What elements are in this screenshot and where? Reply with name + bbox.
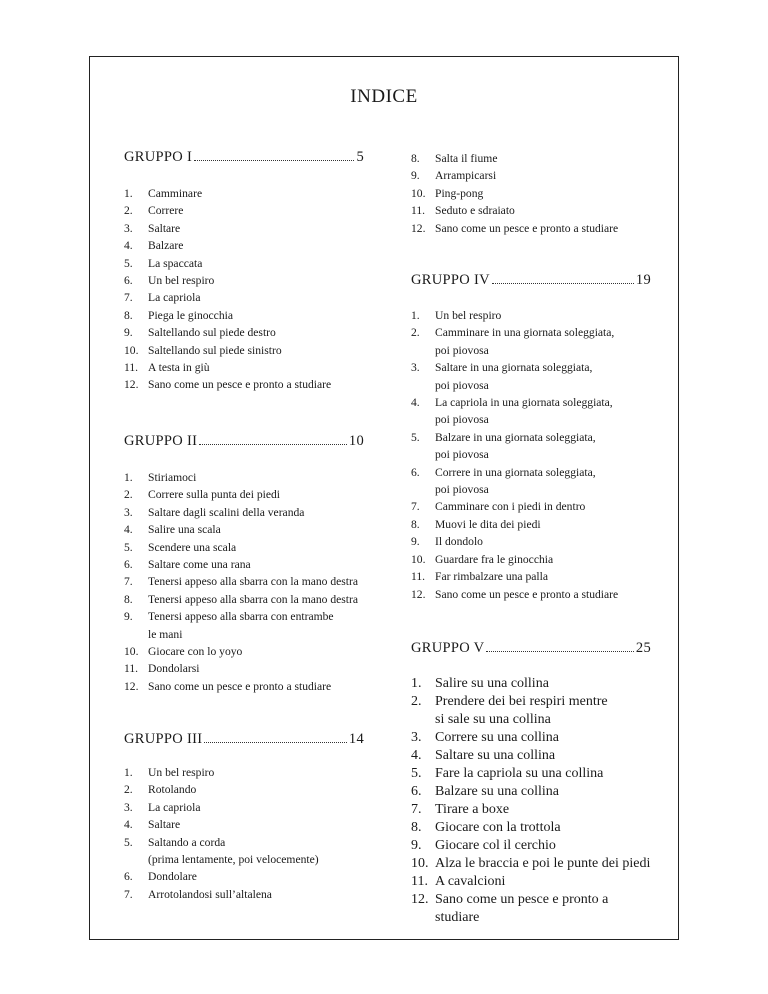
entry-title: poi piovosa xyxy=(435,343,489,357)
entry-number: 7. xyxy=(124,575,133,589)
entry-number: 2. xyxy=(411,326,420,340)
toc-entry xyxy=(124,573,364,590)
entry-title: Camminare in una giornata soleggiata, xyxy=(435,326,615,340)
toc-entry xyxy=(124,678,364,695)
toc-entry xyxy=(124,324,364,341)
group-5-page: 25 xyxy=(635,640,651,656)
toc-entry xyxy=(124,486,364,503)
group-2-heading xyxy=(124,432,364,450)
entry-title: La capriola in una giornata soleggiata, xyxy=(435,396,613,410)
entry-number: 2. xyxy=(124,783,133,797)
entry-number: 4. xyxy=(124,523,133,537)
entry-title: Camminare con i piedi in dentro xyxy=(435,500,586,514)
toc-entry xyxy=(411,693,651,711)
toc-entry xyxy=(411,586,651,603)
entry-title: si sale su una collina xyxy=(435,712,551,727)
entry-title: Saltare in una giornata soleggiata, xyxy=(435,361,593,375)
entry-number: 4. xyxy=(124,818,133,832)
entry-title: Saltare come una rana xyxy=(148,558,251,572)
entry-title: A cavalcioni xyxy=(435,874,506,889)
toc-entry xyxy=(124,660,364,677)
toc-entry xyxy=(411,464,651,481)
group-5-heading xyxy=(411,639,651,657)
leader-dots xyxy=(194,160,354,161)
group-1-list xyxy=(124,185,364,394)
group-4-title: GRUPPO IV xyxy=(411,272,490,288)
leader-dots xyxy=(204,742,347,743)
toc-entry xyxy=(411,729,651,747)
toc-entry xyxy=(124,556,364,573)
entry-number: 9. xyxy=(411,838,422,853)
entry-number: 6. xyxy=(124,274,133,288)
entry-number: 11. xyxy=(124,662,139,676)
entry-title: poi piovosa xyxy=(435,483,489,497)
entry-title: Saltellando sul piede destro xyxy=(148,326,276,340)
entry-title: Tenersi appeso alla sbarra con la mano destra xyxy=(148,575,359,589)
entry-title: Giocare col il cerchio xyxy=(435,838,556,853)
entry-title: Correre su una collina xyxy=(435,730,560,745)
entry-number xyxy=(411,342,435,359)
toc-entry xyxy=(411,411,651,428)
group-3-title: GRUPPO III xyxy=(124,731,203,747)
entry-title: Alza le braccia e poi le punte dei piedi xyxy=(435,856,651,871)
entry-title: Rotolando xyxy=(148,783,197,797)
entry-number: 11. xyxy=(411,570,426,584)
group-2-page: 10 xyxy=(348,433,364,449)
entry-title: Balzare su una collina xyxy=(435,784,560,799)
entry-title: Dondolarsi xyxy=(148,662,200,676)
toc-entry xyxy=(124,851,364,868)
entry-number: 4. xyxy=(124,239,133,253)
entry-title: Far rimbalzare una palla xyxy=(435,570,548,584)
group-5-list xyxy=(411,675,651,927)
entry-number xyxy=(411,481,435,498)
leader-dots xyxy=(492,283,634,284)
group-2-section xyxy=(124,432,364,450)
entry-title: Un bel respiro xyxy=(148,766,215,779)
toc-entry xyxy=(411,359,651,376)
group-3-page: 14 xyxy=(348,731,364,747)
entry-number: 12. xyxy=(411,221,426,235)
entry-title: poi piovosa xyxy=(435,413,489,427)
toc-entry xyxy=(124,307,364,324)
group-1-page: 5 xyxy=(356,149,364,165)
entry-title: Saltare su una collina xyxy=(435,748,556,763)
toc-entry xyxy=(124,626,364,643)
toc-entry xyxy=(411,568,651,585)
entry-title: Correre in una giornata soleggiata, xyxy=(435,465,596,479)
entry-title: Salta il fiume xyxy=(435,152,498,165)
toc-entry xyxy=(124,643,364,660)
entry-number: 9. xyxy=(411,535,420,549)
group-4-section xyxy=(411,271,651,289)
entry-number: 3. xyxy=(124,221,133,235)
toc-entry xyxy=(411,855,651,873)
toc-entry xyxy=(411,891,651,927)
toc-entry xyxy=(411,324,651,341)
entry-number xyxy=(411,411,435,428)
entry-title: Sano come un pesce e pronto a studiare xyxy=(435,587,619,601)
entry-number: 1. xyxy=(124,471,133,484)
entry-number: 1. xyxy=(411,309,420,322)
entry-number: 7. xyxy=(124,887,133,901)
toc-entry xyxy=(124,202,364,219)
entry-title: Seduto e sdraiato xyxy=(435,204,515,218)
entry-title: Il dondolo xyxy=(435,535,483,549)
toc-entry xyxy=(124,237,364,254)
toc-entry xyxy=(124,504,364,521)
entry-title: Dondolare xyxy=(148,870,197,884)
group-3-section xyxy=(124,730,364,748)
toc-entry xyxy=(124,272,364,289)
entry-number: 12. xyxy=(124,378,139,392)
toc-entry xyxy=(411,747,651,765)
entry-number: 7. xyxy=(411,500,420,514)
entry-number xyxy=(411,711,435,729)
toc-entry xyxy=(124,886,364,903)
entry-number: 6. xyxy=(124,558,133,572)
toc-entry xyxy=(124,834,364,851)
entry-number: 3. xyxy=(124,505,133,519)
entry-number: 11. xyxy=(124,361,139,375)
toc-entry xyxy=(124,185,364,202)
entry-number: 7. xyxy=(411,802,422,817)
entry-number: 9. xyxy=(411,169,420,183)
entry-number: 5. xyxy=(124,835,133,849)
toc-entry xyxy=(124,469,364,486)
toc-entry xyxy=(411,481,651,498)
entry-title: Fare la capriola su una collina xyxy=(435,766,604,781)
toc-entry xyxy=(411,377,651,394)
toc-entry xyxy=(124,799,364,816)
entry-number: 2. xyxy=(124,488,133,502)
entry-title: Saltellando sul piede sinistro xyxy=(148,343,282,357)
toc-entry xyxy=(411,150,651,167)
toc-entry xyxy=(411,533,651,550)
entry-number: 8. xyxy=(411,152,420,165)
entry-number: 10. xyxy=(411,552,426,566)
group-1-title: GRUPPO I xyxy=(124,149,193,165)
entry-title: Correre xyxy=(148,204,184,218)
entry-title: Arrotolandosi sull’altalena xyxy=(148,887,272,901)
entry-title: La capriola xyxy=(148,291,201,305)
toc-entry xyxy=(411,446,651,463)
entry-number: 1. xyxy=(124,766,133,779)
toc-entry xyxy=(411,185,651,202)
entry-title: Saltare xyxy=(148,221,181,235)
entry-number: 8. xyxy=(124,592,133,606)
group-4-heading xyxy=(411,271,651,289)
entry-number: 10. xyxy=(124,645,139,659)
group-2-title: GRUPPO II xyxy=(124,433,198,449)
toc-entry xyxy=(124,608,364,625)
entry-number: 3. xyxy=(124,800,133,814)
toc-entry xyxy=(411,675,651,693)
entry-title: Piega le ginocchia xyxy=(148,308,233,322)
toc-entry xyxy=(124,868,364,885)
entry-title: Prendere dei bei respiri mentre xyxy=(435,694,608,709)
entry-title: Camminare xyxy=(148,187,203,200)
entry-title: Giocare con lo yoyo xyxy=(148,645,243,659)
entry-number: 2. xyxy=(124,204,133,218)
entry-title: Balzare xyxy=(148,239,184,253)
entry-number xyxy=(411,446,435,463)
group-2-list xyxy=(124,469,364,695)
entry-title: Un bel respiro xyxy=(148,274,215,288)
group-3-heading xyxy=(124,730,364,748)
entry-number: 11. xyxy=(411,874,428,889)
toc-entry xyxy=(411,342,651,359)
entry-number: 12. xyxy=(411,892,429,907)
entry-title: Un bel respiro xyxy=(435,309,502,322)
entry-number: 10. xyxy=(411,186,426,200)
toc-entry xyxy=(124,764,364,781)
entry-number: 5. xyxy=(411,430,420,444)
entry-number: 3. xyxy=(411,730,422,745)
entry-title: A testa in giù xyxy=(148,361,210,375)
entry-number: 4. xyxy=(411,748,422,763)
entry-title: Arrampicarsi xyxy=(435,169,497,183)
toc-entry xyxy=(411,307,651,324)
entry-number: 9. xyxy=(124,610,133,624)
entry-title: le mani xyxy=(148,627,183,641)
toc-entry xyxy=(124,816,364,833)
toc-entry xyxy=(411,783,651,801)
entry-number: 12. xyxy=(411,587,426,601)
toc-entry xyxy=(411,394,651,411)
leader-dots xyxy=(486,651,633,652)
entry-title: Sano come un pesce e pronto a studiare xyxy=(435,892,609,925)
toc-entry xyxy=(411,551,651,568)
entry-title: Saltare dagli scalini della veranda xyxy=(148,505,305,519)
entry-number: 3. xyxy=(411,361,420,375)
entry-title: Sano come un pesce e pronto a studiare xyxy=(435,221,619,235)
entry-title: Saltando a corda xyxy=(148,835,226,849)
toc-entry xyxy=(124,220,364,237)
entry-number: 5. xyxy=(124,256,133,270)
page-title: INDICE xyxy=(350,86,418,107)
entry-title: Guardare fra le ginocchia xyxy=(435,552,554,566)
entry-number: 5. xyxy=(411,766,422,781)
entry-title: Tenersi appeso alla sbarra con entrambe xyxy=(148,610,334,624)
entry-title: Sano come un pesce e pronto a studiare xyxy=(148,679,332,693)
entry-number: 8. xyxy=(411,820,422,835)
toc-entry xyxy=(124,781,364,798)
group-5-section xyxy=(411,639,651,657)
toc-entry xyxy=(411,516,651,533)
toc-entry xyxy=(124,376,364,393)
entry-number: 6. xyxy=(411,784,422,799)
entry-number: 8. xyxy=(124,308,133,322)
toc-entry xyxy=(124,539,364,556)
entry-number: 6. xyxy=(124,870,133,884)
entry-number xyxy=(411,377,435,394)
toc-entry xyxy=(411,765,651,783)
entry-number: 6. xyxy=(411,465,420,479)
toc-entry xyxy=(124,289,364,306)
group-1-heading xyxy=(124,148,364,166)
toc-entry xyxy=(411,837,651,855)
group-3-list xyxy=(124,764,364,903)
toc-entry xyxy=(411,498,651,515)
toc-entry xyxy=(411,711,651,729)
entry-number xyxy=(124,851,148,868)
entry-title: poi piovosa xyxy=(435,378,489,392)
entry-title: Correre sulla punta dei piedi xyxy=(148,488,280,502)
entry-title: Salire una scala xyxy=(148,523,221,537)
entry-title: Tenersi appeso alla sbarra con la mano destra xyxy=(148,592,359,606)
entry-title: Stiriamoci xyxy=(148,471,197,484)
entry-title: La spaccata xyxy=(148,256,203,270)
entry-number: 12. xyxy=(124,679,139,693)
entry-title: Ping-pong xyxy=(435,186,484,200)
toc-entry xyxy=(124,342,364,359)
entry-number: 11. xyxy=(411,204,426,218)
entry-number: 9. xyxy=(124,326,133,340)
toc-entry xyxy=(124,521,364,538)
toc-entry xyxy=(411,801,651,819)
entry-title: Giocare con la trottola xyxy=(435,820,561,835)
entry-number: 8. xyxy=(411,517,420,531)
entry-number: 10. xyxy=(411,856,429,871)
toc-entry xyxy=(411,202,651,219)
group-5-title: GRUPPO V xyxy=(411,640,485,656)
toc-entry xyxy=(124,359,364,376)
toc-entry xyxy=(411,819,651,837)
entry-title: Muovi le dita dei piedi xyxy=(435,517,541,531)
entry-number: 1. xyxy=(411,676,422,691)
entry-number: 5. xyxy=(124,540,133,554)
toc-entry xyxy=(411,429,651,446)
toc-entry xyxy=(411,873,651,891)
toc-entry xyxy=(124,255,364,272)
entry-number: 1. xyxy=(124,187,133,200)
entry-title: (prima lentamente, poi velocemente) xyxy=(148,853,319,867)
entry-title: Salire su una collina xyxy=(435,676,549,691)
entry-title: Tirare a boxe xyxy=(435,802,510,817)
toc-entry xyxy=(411,167,651,184)
group-4-page: 19 xyxy=(635,272,651,288)
entry-title: Sano come un pesce e pronto a studiare xyxy=(148,378,332,392)
group-3-continued-list xyxy=(411,150,651,237)
entry-title: poi piovosa xyxy=(435,448,489,462)
entry-title: Saltare xyxy=(148,818,181,832)
entry-number: 10. xyxy=(124,343,139,357)
entry-title: La capriola xyxy=(148,800,201,814)
toc-entry xyxy=(124,591,364,608)
entry-title: Balzare in una giornata soleggiata, xyxy=(435,430,596,444)
entry-number: 4. xyxy=(411,396,420,410)
entry-number: 7. xyxy=(124,291,133,305)
group-1-section xyxy=(124,148,364,166)
toc-entry xyxy=(411,220,651,237)
entry-title: Scendere una scala xyxy=(148,540,237,554)
leader-dots xyxy=(199,444,347,445)
entry-number xyxy=(124,626,148,643)
group-4-list xyxy=(411,307,651,603)
entry-number: 2. xyxy=(411,694,422,709)
